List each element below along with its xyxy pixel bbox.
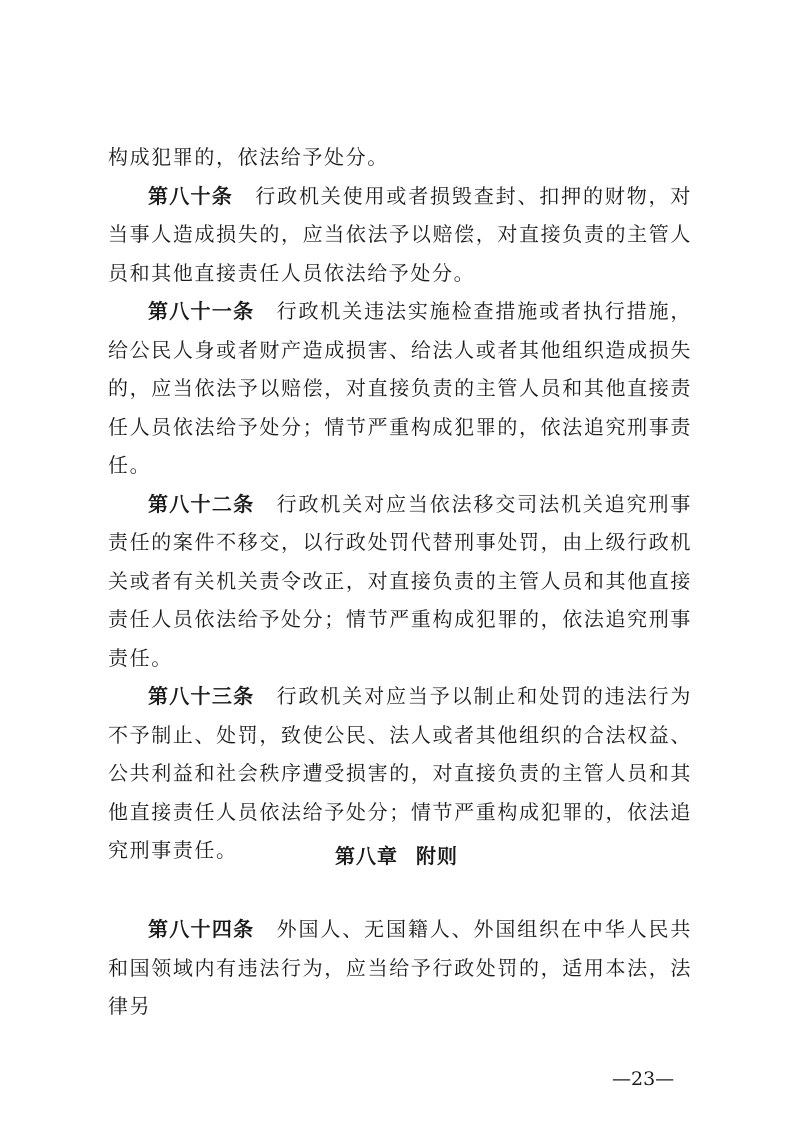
article-80-number: 第八十条 [148,183,233,208]
article-83-number: 第八十三条 [148,684,255,708]
articles-block-lower [108,910,692,1026]
paragraph-continuation [108,138,692,177]
article-80 [108,177,692,293]
article-82 [108,485,692,678]
article-84-text: 外国人、无国籍人、外国组织在中华人民共和国领域内有违法行为，应当给予行政处罚的，适用本法，法律另 [108,917,692,1018]
article-83-text: 行政机关对应当予以制止和处罚的违法行为不予制止、处罚，致使公民、法人或者其他组织的合法权益、公共利益和社会秩序遭受损害的，对直接负责的主管人员和其他直接责任人员依法给予处分；情节严重构成犯罪的，依法追究刑事责任。 [108,684,692,862]
article-84 [108,910,692,1026]
article-81-number: 第八十一条 [148,299,255,323]
article-84-number: 第八十四条 [148,917,255,941]
article-82-text: 行政机关对应当依法移交司法机关追究刑事责任的案件不移交，以行政处罚代替刑事处罚，由上级行政机关或者有关机关责令改正，对直接负责的主管人员和其他直接责任人员依法给予处分；情节严重构成犯罪的，依法追究刑事责任。 [108,491,692,670]
chapter-number: 第八章 [335,844,398,868]
chapter-heading [0,840,793,869]
chapter-title: 附则 [416,844,458,868]
article-81 [108,292,692,485]
article-82-number: 第八十二条 [148,491,255,516]
article-81-text: 行政机关违法实施检查措施或者执行措施，给公民人身或者财产造成损害、给法人或者其他组织造成损失的，应当依法予以赔偿，对直接负责的主管人员和其他直接责任人员依法给予处分；情节严重构成犯罪的，依法追究刑事责任。 [108,299,692,477]
articles-block-upper [108,138,692,870]
page-number: —23— [612,1068,675,1090]
article-80-text: 行政机关使用或者损毁查封、扣押的财物，对当事人造成损失的，应当依法予以赔偿，对直接负责的主管人员和其他直接责任人员依法给予处分。 [108,183,692,285]
continuation-text: 构成犯罪的，依法给予处分。 [108,145,389,169]
